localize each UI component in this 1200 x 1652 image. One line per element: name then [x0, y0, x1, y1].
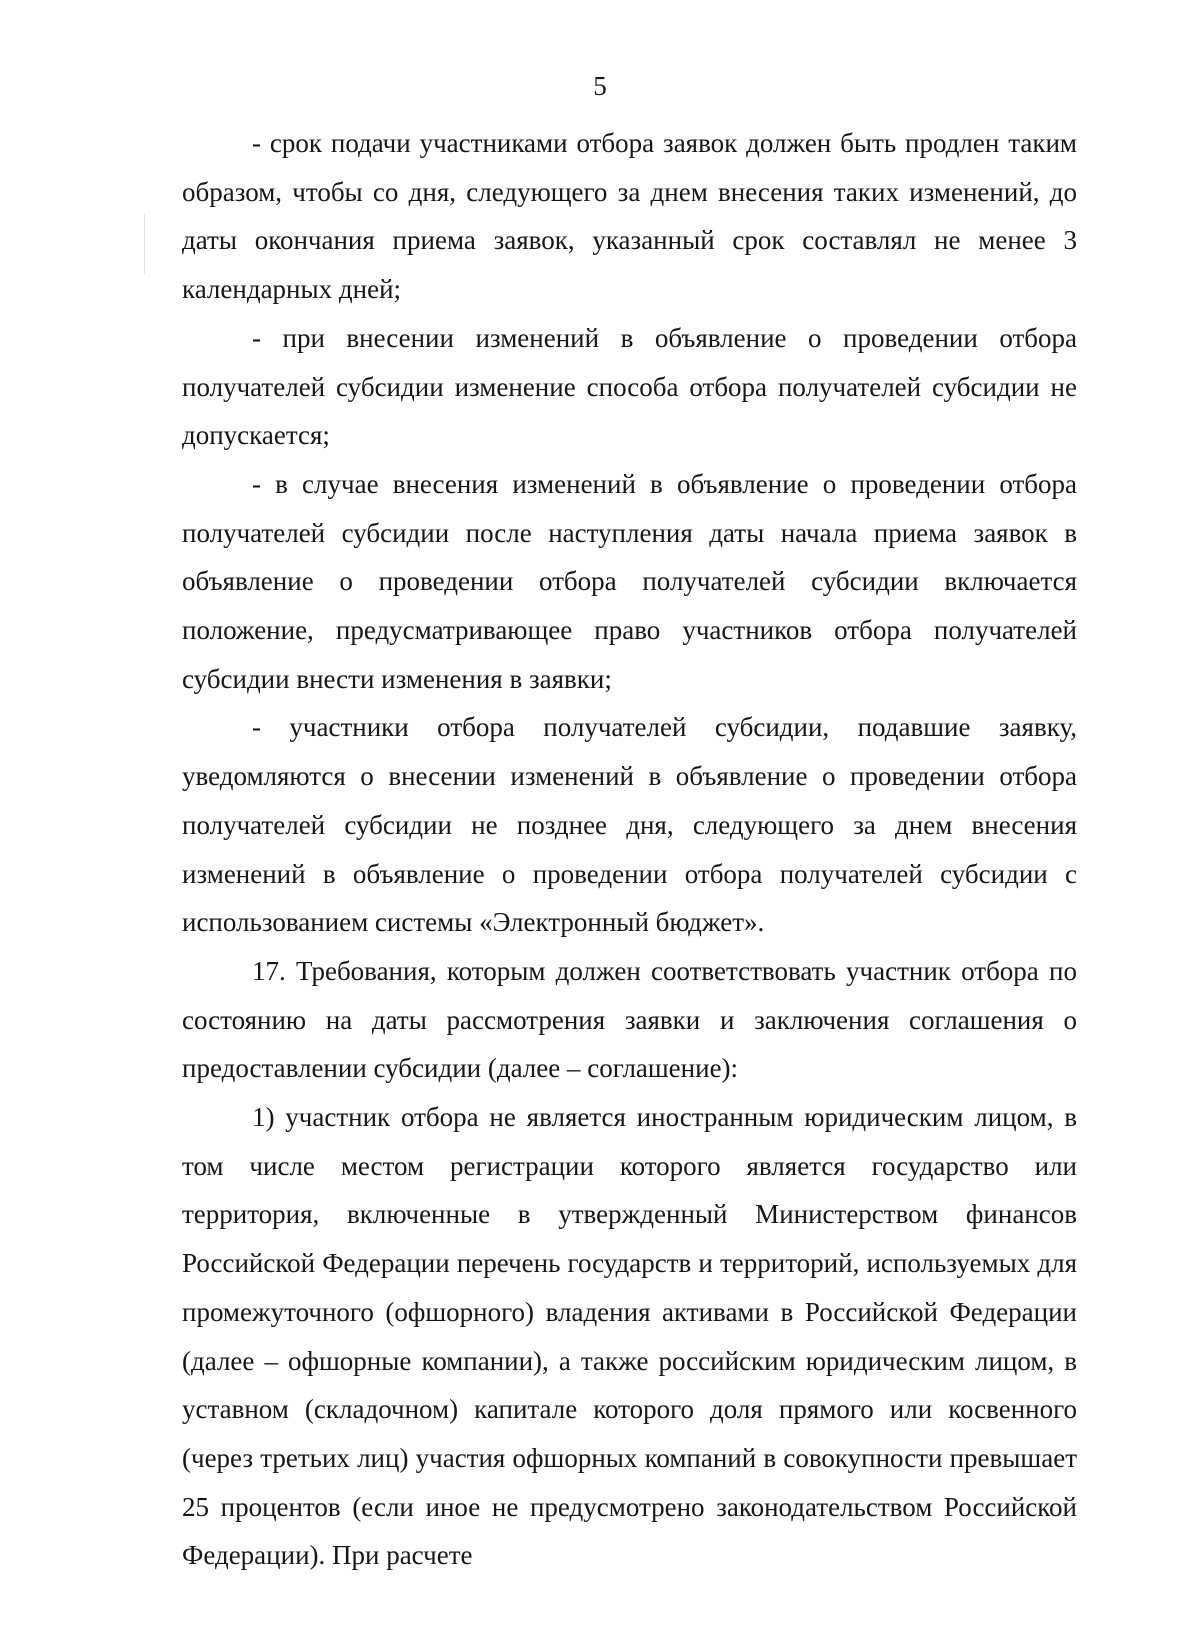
paragraph-selection-method: - при внесении изменений в объявление о проведении отбора получателей субсидии изменение способа отбора получателей субсидии не допускается; — [182, 322, 1077, 451]
paragraph-requirements-17: 17. Требования, которым должен соответствовать участник отбора по состоянию на даты рассмотрения заявки и заключения соглашения о предоставлении субсидии (далее – соглашение): — [182, 955, 1077, 1084]
document-body — [182, 119, 1077, 1580]
paragraph-requirement-1: 1) участник отбора не является иностранным юридическим лицом, в том числе местом регистрации которого является государство или территория, включенные в утвержденный Министерством финансов Российской Федерации перечень государств и территорий, используемых для промежуточного (офшорного) владения активами в Российской Федерации (далее – офшорные компании), а также российским юридическим лицом, в уставном (складочном) капитале которого доля прямого или косвенного (через третьих лиц) участия офшорных компаний в совокупности превышает 25 процентов (если иное не предусмотрено законодательством Российской Федерации). При расчете — [182, 1102, 1077, 1571]
paragraph-participant-notification: - участники отбора получателей субсидии, подавшие заявку, уведомляются о внесении изменений в объявление о проведении отбора получателей субсидии не позднее дня, следующего за днем внесения изменений в объявление о проведении отбора получателей субсидии с использованием системы «Электронный бюджет». — [182, 712, 1077, 938]
page-number: 5 — [593, 71, 607, 101]
paragraph-deadline-extension: - срок подачи участниками отбора заявок должен быть продлен таким образом, чтобы со дня, следующего за днем внесения таких изменений, до даты окончания приема заявок, указанный срок составлял не менее 3 календарных дней; — [182, 128, 1077, 305]
scan-artifact — [144, 214, 145, 274]
paragraph-application-changes: - в случае внесения изменений в объявление о проведении отбора получателей субсидии после наступления даты начала приема заявок в объявление о проведении отбора получателей субсидии включается положение, предусматривающее право участников отбора получателей субсидии внести изменения в заявки; — [182, 468, 1077, 694]
